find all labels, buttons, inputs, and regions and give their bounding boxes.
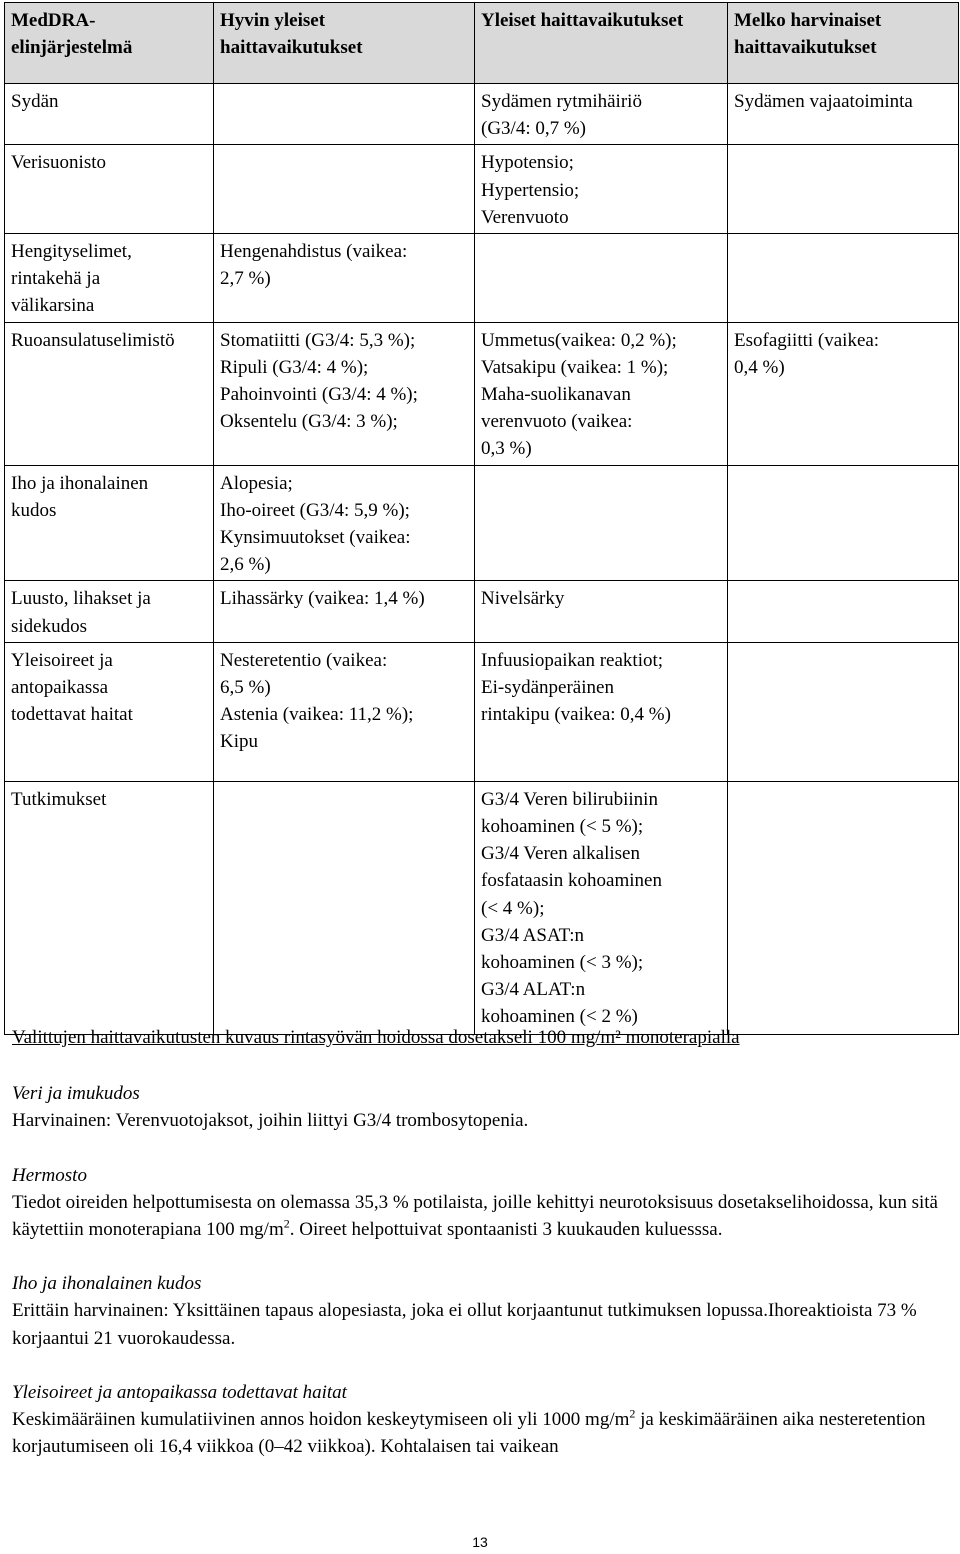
table-row [5,465,959,581]
table-row [5,581,959,642]
common-cell: Sydämen rytmihäiriö (G3/4: 0,7 %) [475,84,728,145]
skin-body: Erittäin harvinainen: Yksittäinen tapaus alopesiasta, joka ei ollut korjaantunut tutkimuksen lopussa.Ihoreaktioista 73 % korjaantui 21 vuorokaudessa. [12,1300,917,1349]
very-common-cell [214,781,475,1034]
uncommon-cell [728,781,959,1034]
very-common-cell: Stomatiitti (G3/4: 5,3 %); Ripuli (G3/4: 4 %); Pahoinvointi (G3/4: 4 %); Oksentelu (G3/4: 3 %); [214,322,475,465]
very-common-cell: Nesteretentio (vaikea: 6,5 %) Astenia (vaikea: 11,2 %); Kipu [214,642,475,781]
header-common: Yleiset haittavaikutukset [475,3,728,84]
uncommon-cell [728,465,959,581]
superscript: 2 [283,1216,290,1231]
organ-system-cell: Iho ja ihonalainen kudos [5,465,214,581]
organ-system-cell: Verisuonisto [5,145,214,234]
organ-system-cell: Yleisoireet ja antopaikassa todettavat haitat [5,642,214,781]
blood-lymphatic-body: Harvinainen: Verenvuotojaksot, joihin liittyi G3/4 trombosytopenia. [12,1110,529,1132]
uncommon-cell: Sydämen vajaatoiminta [728,84,959,145]
organ-system-cell: Hengityselimet, rintakehä ja välikarsina [5,234,214,323]
table-row [5,234,959,323]
very-common-cell: Lihassärky (vaikea: 1,4 %) [214,581,475,642]
blood-lymphatic-title: Veri ja imukudos [12,1083,140,1105]
nervous-system-text-b: . Oireet helpottuivat spontaanisti 3 kuukauden kuluesssa. [289,1219,723,1241]
table-row [5,84,959,145]
general-disorders-body [12,1406,952,1460]
header-uncommon: Melko harvinaiset haittavaikutukset [728,3,959,84]
common-cell [475,234,728,323]
uncommon-cell [728,642,959,781]
organ-system-cell: Luusto, lihakset ja sidekudos [5,581,214,642]
nervous-system-title: Hermosto [12,1164,87,1186]
very-common-cell [214,84,475,145]
nervous-system-body [12,1189,952,1243]
common-cell [475,465,728,581]
superscript: 2 [629,1406,636,1421]
very-common-cell: Hengenahdistus (vaikea: 2,7 %) [214,234,475,323]
nervous-system-text-a: Tiedot oireiden helpottumisesta on olemassa 35,3 % potilaista, joille kehittyi neurotoksisuus dosetakselihoidossa, kun sitä käytettiin monoterapiana 100 mg/m [12,1191,938,1241]
table-row [5,145,959,234]
header-organ-system: MedDRA- elinjärjestelmä [5,3,214,84]
uncommon-cell [728,145,959,234]
general-disorders-text-a: Keskimääräinen kumulatiivinen annos hoidon keskeytymiseen oli yli 1000 mg/m [12,1409,630,1431]
uncommon-cell: Esofagiitti (vaikea: 0,4 %) [728,322,959,465]
descriptive-text [12,1024,952,1460]
organ-system-cell: Ruoansulatuselimistö [5,322,214,465]
very-common-cell [214,145,475,234]
header-very-common: Hyvin yleiset haittavaikutukset [214,3,475,84]
organ-system-cell: Sydän [5,84,214,145]
common-cell: G3/4 Veren bilirubiinin kohoaminen (< 5 %); G3/4 Veren alkalisen fosfataasin kohoaminen (< 4 %); G3/4 ASAT:n kohoaminen (< 3 %); G3/4 ALAT:n kohoaminen (< 2 %) [475,781,728,1034]
organ-system-cell: Tutkimukset [5,781,214,1034]
adverse-reactions-table [4,2,959,1035]
common-cell: Ummetus(vaikea: 0,2 %); Vatsakipu (vaikea: 1 %); Maha-suolikanavan verenvuoto (vaikea: 0,3 %) [475,322,728,465]
common-cell: Infuusiopaikan reaktiot; Ei-sydänperäinen rintakipu (vaikea: 0,4 %) [475,642,728,781]
table-row [5,781,959,1034]
uncommon-cell [728,234,959,323]
page-number: 13 [472,1534,488,1550]
table-row [5,642,959,781]
section-heading: Valittujen haittavaikutusten kuvaus rintasyövän hoidossa dosetakseli 100 mg/m² monoterapialla [12,1027,740,1048]
common-cell: Nivelsärky [475,581,728,642]
general-disorders-text-b: ja keskimääräinen aika nesteretention korjautumiseen oli 16,4 viikkoa (0–42 viikkoa). Kohtalaisen tai vaikean [12,1409,926,1458]
table-row [5,322,959,465]
common-cell: Hypotensio; Hypertensio; Verenvuoto [475,145,728,234]
table-header-row [5,3,959,84]
skin-title: Iho ja ihonalainen kudos [12,1273,202,1295]
general-disorders-title: Yleisoireet ja antopaikassa todettavat haitat [12,1381,347,1403]
very-common-cell: Alopesia; Iho-oireet (G3/4: 5,9 %); Kynsimuutokset (vaikea: 2,6 %) [214,465,475,581]
uncommon-cell [728,581,959,642]
